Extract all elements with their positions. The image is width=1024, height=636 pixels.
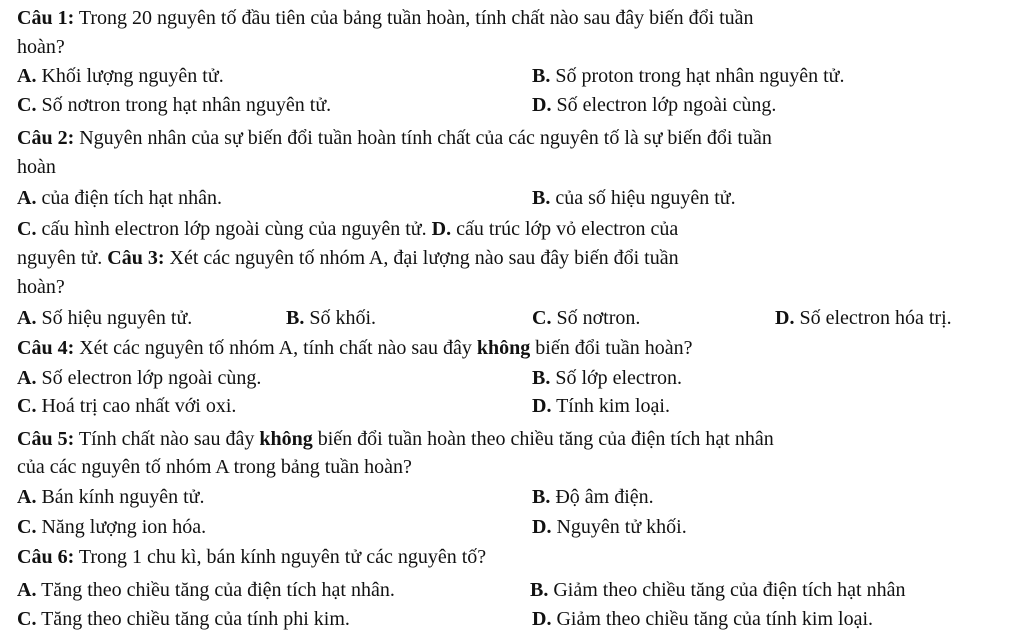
q4-option-d-label: D. xyxy=(532,395,552,417)
q2-option-b-text: của số hiệu nguyên tử. xyxy=(555,187,736,209)
q6-option-c[interactable] xyxy=(17,605,350,633)
question-6-label: Câu 6: xyxy=(17,546,75,568)
q3-option-d[interactable] xyxy=(775,304,952,332)
question-3-label: Câu 3: xyxy=(107,247,165,269)
q5-option-d-label: D. xyxy=(532,516,552,538)
q1-option-c[interactable] xyxy=(17,91,331,119)
q2-option-d[interactable] xyxy=(432,218,679,240)
question-2-stem xyxy=(17,124,772,152)
q3-option-c-label: C. xyxy=(532,307,552,329)
question-5-text-post: biến đổi tuần hoàn theo chiều tăng của điện tích hạt nhân xyxy=(317,428,774,450)
q1-option-c-label: C. xyxy=(17,94,37,116)
q1-option-b-label: B. xyxy=(532,65,551,87)
question-1-text: Trong 20 nguyên tố đầu tiên của bảng tuần hoàn, tính chất nào sau đây biến đổi tuần xyxy=(78,7,754,29)
question-3-stem-cont: hoàn? xyxy=(17,276,65,298)
q5-option-c-text: Năng lượng ion hóa. xyxy=(41,516,207,538)
q3-option-a-text: Số hiệu nguyên tử. xyxy=(41,307,193,329)
q6-option-b[interactable] xyxy=(530,576,905,604)
q2-option-a-text: của điện tích hạt nhân. xyxy=(41,187,222,209)
q1-option-b[interactable] xyxy=(532,62,844,90)
q2-option-b-label: B. xyxy=(532,187,551,209)
question-4-text-bold: không xyxy=(476,337,531,359)
question-4-stem xyxy=(17,334,692,362)
q6-option-a-text: Tăng theo chiều tăng của điện tích hạt nhân. xyxy=(41,579,395,601)
q6-option-d-text: Giảm theo chiều tăng của tính kim loại. xyxy=(556,608,874,630)
q4-option-a[interactable] xyxy=(17,364,261,392)
q3-option-c[interactable] xyxy=(532,304,640,332)
q3-option-b-label: B. xyxy=(286,307,305,329)
question-2-stem-cont: hoàn xyxy=(17,156,56,178)
q4-option-b[interactable] xyxy=(532,364,682,392)
q5-option-b-text: Độ âm điện. xyxy=(555,486,654,508)
question-5-stem-cont: của các nguyên tố nhóm A trong bảng tuần hoàn? xyxy=(17,456,412,478)
q6-option-b-label: B. xyxy=(530,579,549,601)
q5-option-c[interactable] xyxy=(17,513,206,541)
question-4-text-post: biến đổi tuần hoàn? xyxy=(535,337,693,359)
question-4-label: Câu 4: xyxy=(17,337,75,359)
q1-option-b-text: Số proton trong hạt nhân nguyên tử. xyxy=(555,65,845,87)
q3-option-d-label: D. xyxy=(775,307,795,329)
q5-option-b[interactable] xyxy=(532,483,654,511)
q4-option-d-text: Tính kim loại. xyxy=(556,395,670,417)
q4-option-b-label: B. xyxy=(532,367,551,389)
q2-option-d-text-cont: nguyên tử. xyxy=(17,247,103,269)
q3-option-b[interactable] xyxy=(286,304,376,332)
q3-option-c-text: Số nơtron. xyxy=(556,307,641,329)
q1-option-a-label: A. xyxy=(17,65,37,87)
q6-option-b-text: Giảm theo chiều tăng của điện tích hạt nhân xyxy=(553,579,906,601)
q4-option-c[interactable] xyxy=(17,392,236,420)
q5-option-a[interactable] xyxy=(17,483,205,511)
q1-option-d-label: D. xyxy=(532,94,552,116)
q4-option-d[interactable] xyxy=(532,392,670,420)
question-5-text-pre: Tính chất nào sau đây xyxy=(78,428,255,450)
q4-option-a-label: A. xyxy=(17,367,37,389)
q3-option-a[interactable] xyxy=(17,304,192,332)
question-2-label: Câu 2: xyxy=(17,127,75,149)
question-2-text: Nguyên nhân của sự biến đổi tuần hoàn tính chất của các nguyên tố là sự biến đổi tuần xyxy=(79,127,772,149)
q2-option-a-label: A. xyxy=(17,187,37,209)
q5-option-c-label: C. xyxy=(17,516,37,538)
question-5-text-bold: không xyxy=(259,428,313,450)
question-5-stem xyxy=(17,425,774,453)
q6-option-c-text: Tăng theo chiều tăng của tính phi kim. xyxy=(41,608,350,630)
q2-option-d-text: cấu trúc lớp vỏ electron của xyxy=(456,218,679,240)
q4-option-c-label: C. xyxy=(17,395,37,417)
q5-option-a-text: Bán kính nguyên tử. xyxy=(41,486,205,508)
q3-option-b-text: Số khối. xyxy=(309,307,377,329)
q1-option-d-text: Số electron lớp ngoài cùng. xyxy=(556,94,777,116)
q2-option-d-label: D. xyxy=(431,218,452,240)
q2-option-a[interactable] xyxy=(17,184,222,212)
q2-option-c-text: cấu hình electron lớp ngoài cùng của nguyên tử. xyxy=(41,218,427,240)
question-1-stem xyxy=(17,4,754,32)
q6-option-a-label: A. xyxy=(17,579,37,601)
question-6-stem xyxy=(17,543,486,571)
q4-option-a-text: Số electron lớp ngoài cùng. xyxy=(41,367,262,389)
q5-option-a-label: A. xyxy=(17,486,37,508)
q4-option-b-text: Số lớp electron. xyxy=(555,367,683,389)
question-3-text: Xét các nguyên tố nhóm A, đại lượng nào sau đây biến đổi tuần xyxy=(169,247,679,269)
q1-option-c-text: Số nơtron trong hạt nhân nguyên tử. xyxy=(41,94,332,116)
q2-option-b[interactable] xyxy=(532,184,736,212)
q3-option-a-label: A. xyxy=(17,307,37,329)
q5-option-d[interactable] xyxy=(532,513,687,541)
question-1-label: Câu 1: xyxy=(17,7,75,29)
q4-option-c-text: Hoá trị cao nhất với oxi. xyxy=(41,395,237,417)
q3-option-d-text: Số electron hóa trị. xyxy=(799,307,952,329)
q5-option-b-label: B. xyxy=(532,486,551,508)
q6-option-d-label: D. xyxy=(532,608,552,630)
q2-option-c-d-line xyxy=(17,215,678,243)
question-4-text-pre: Xét các nguyên tố nhóm A, tính chất nào sau đây xyxy=(79,337,472,359)
question-6-text: Trong 1 chu kì, bán kính nguyên tử các nguyên tố? xyxy=(78,546,487,568)
q1-option-d[interactable] xyxy=(532,91,776,119)
q5-option-d-text: Nguyên tử khối. xyxy=(556,516,687,538)
q1-option-a[interactable] xyxy=(17,62,224,90)
q6-option-c-label: C. xyxy=(17,608,37,630)
q6-option-d[interactable] xyxy=(532,605,873,633)
question-5-label: Câu 5: xyxy=(17,428,75,450)
question-1-stem-cont: hoàn? xyxy=(17,36,65,58)
question-3-stem xyxy=(17,244,679,272)
q6-option-a[interactable] xyxy=(17,576,395,604)
q1-option-a-text: Khối lượng nguyên tử. xyxy=(41,65,224,87)
q2-option-c[interactable] xyxy=(17,218,427,240)
q2-option-c-label: C. xyxy=(17,218,37,240)
